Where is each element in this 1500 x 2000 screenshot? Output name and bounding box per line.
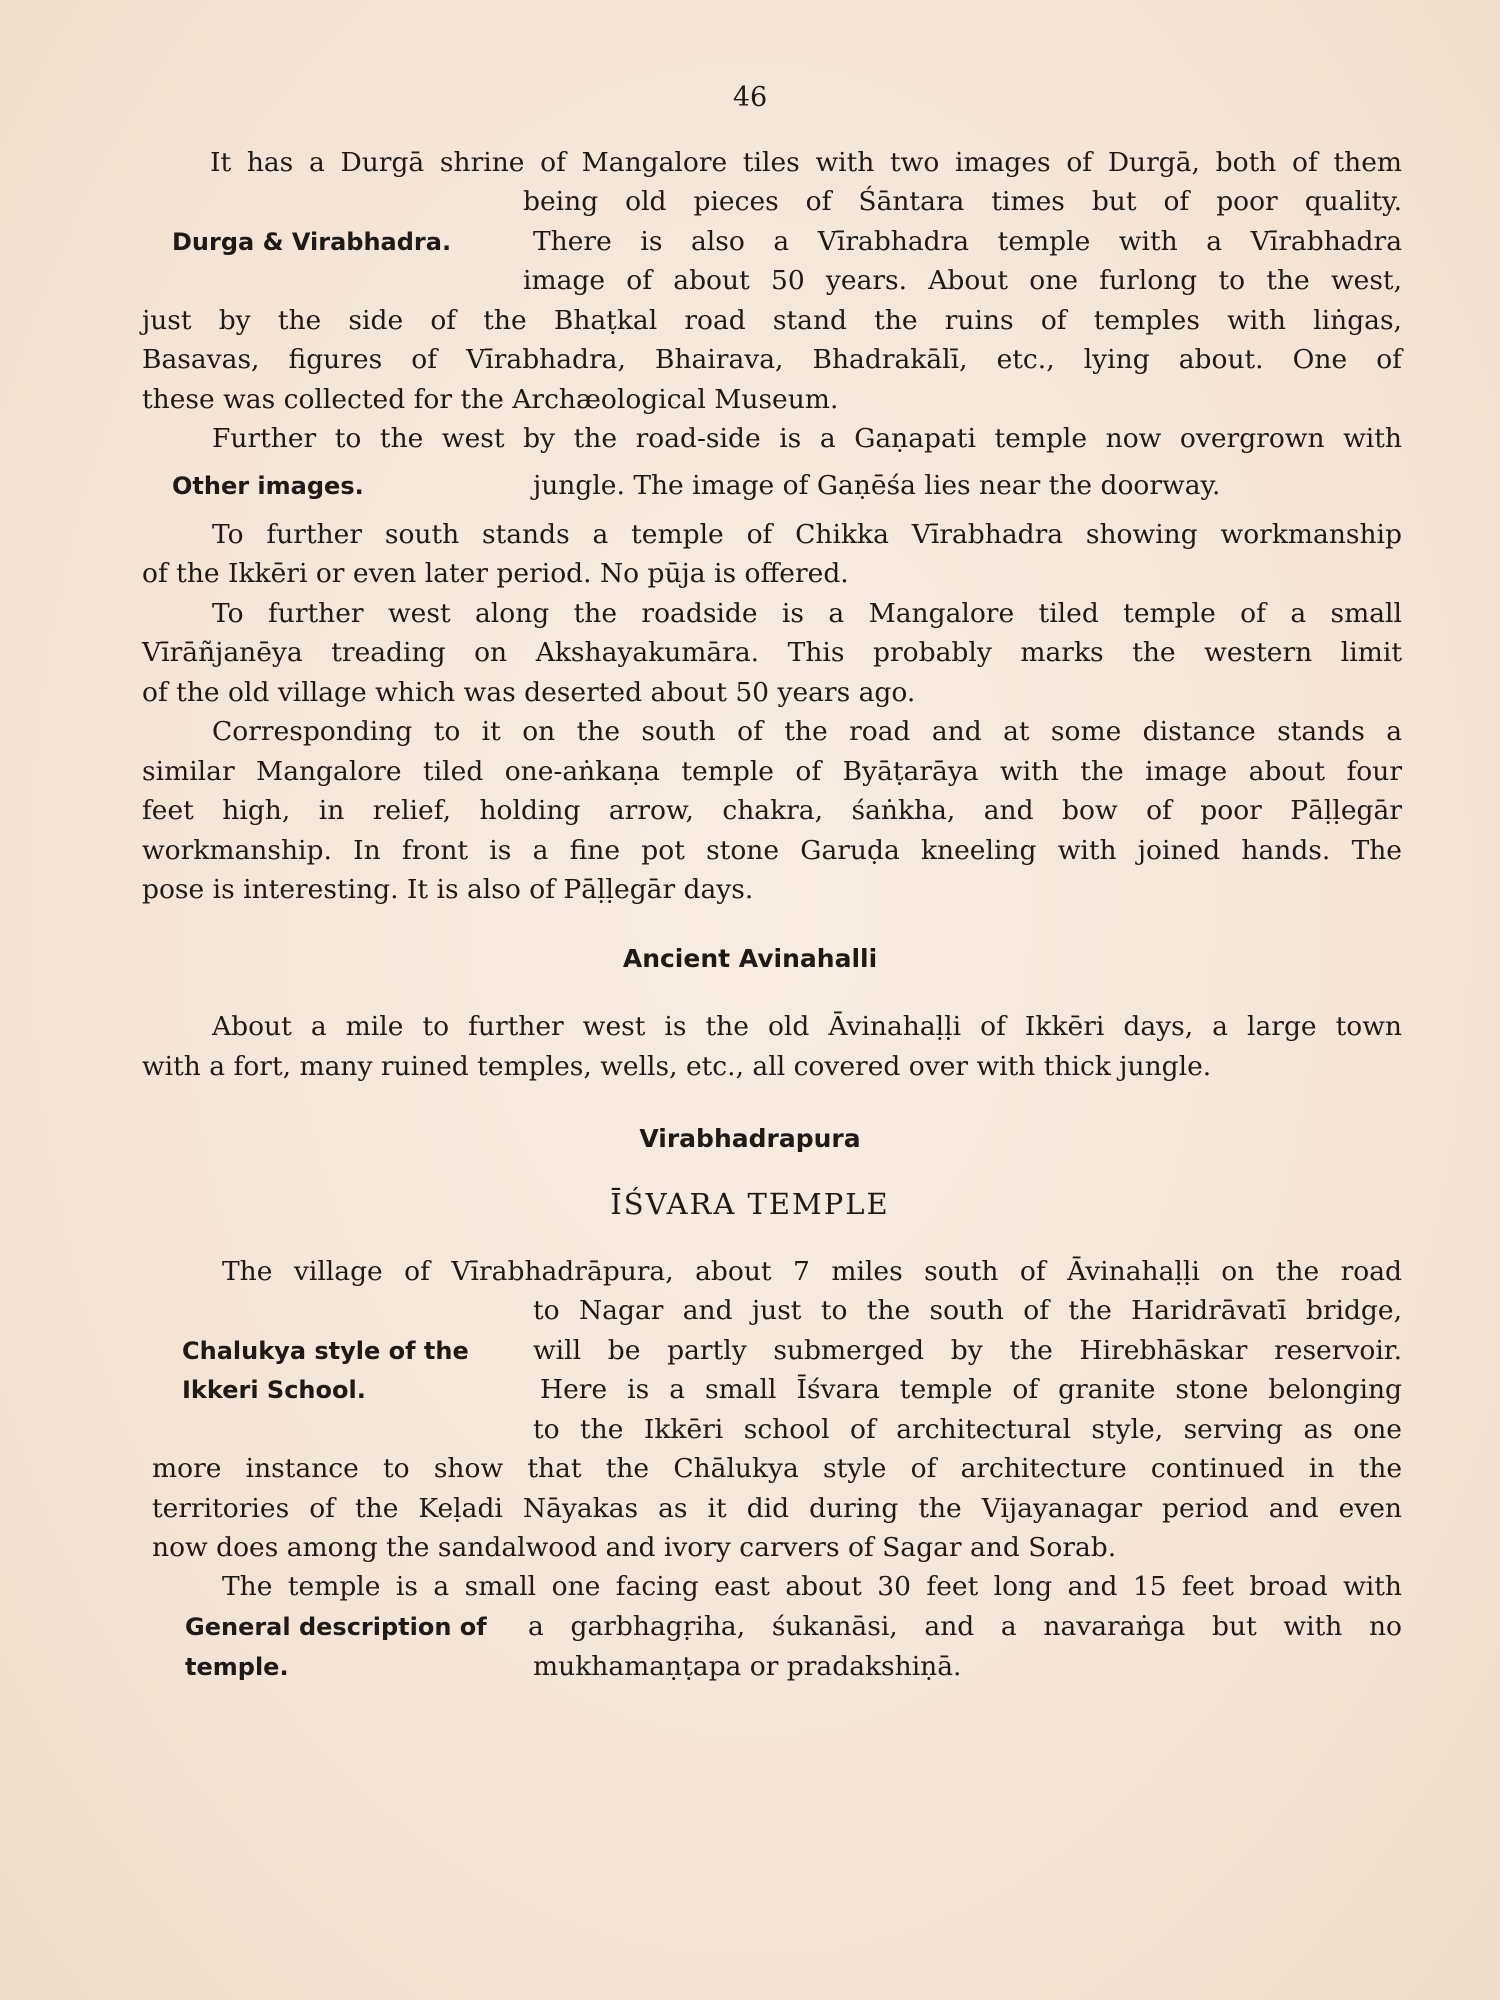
paragraph-line: It has a Durgā shrine of Mangalore tiles with two images of Durgā, both of them <box>210 147 1402 178</box>
paragraph-line: similar Mangalore tiled one-aṅkaṇa temple of Byāṭarāya with the image about four <box>142 756 1402 787</box>
paragraph-line: Here is a small Īśvara temple of granite stone belonging <box>540 1374 1402 1405</box>
section-heading-virabhadrapura: Virabhadrapura <box>639 1124 861 1153</box>
paragraph-line: workmanship. In front is a fine pot stone Garuḍa kneeling with joined hands. The <box>142 835 1402 866</box>
paragraph-line: now does among the sandalwood and ivory carvers of Sagar and Sorab. <box>152 1532 1117 1563</box>
paragraph-line: will be partly submerged by the Hirebhāskar reservoir. <box>533 1335 1402 1366</box>
paragraph-line: of the old village which was deserted about 50 years ago. <box>142 677 916 708</box>
paragraph-line: mukhamaṇṭapa or pradakshiṇā. <box>533 1651 962 1682</box>
paragraph-line: pose is interesting. It is also of Pāḷḷegār days. <box>142 874 754 905</box>
paragraph-line: The village of Vīrabhadrāpura, about 7 miles south of Āvinahaḷḷi on the road <box>222 1256 1402 1287</box>
side-note-other-images: Other images. <box>172 472 364 500</box>
paragraph-line: with a fort, many ruined temples, wells, etc., all covered over with thick jungle. <box>142 1051 1212 1082</box>
side-note-general-description: General description of <box>185 1613 487 1641</box>
paragraph-line: a garbhagṛiha, śukanāsi, and a navaraṅga but with no <box>528 1611 1402 1642</box>
paragraph-line: more instance to show that the Chālukya style of architecture continued in the <box>152 1453 1402 1484</box>
page-number: 46 <box>732 82 768 113</box>
paragraph-line: About a mile to further west is the old Āvinahaḷḷi of Ikkēri days, a large town <box>212 1011 1402 1042</box>
side-note-chalukya-style: Chalukya style of the <box>182 1337 469 1365</box>
paragraph-line: jungle. The image of Gaṇēśa lies near the doorway. <box>533 470 1221 501</box>
paragraph-line: To further south stands a temple of Chikka Vīrabhadra showing workmanship <box>212 519 1402 550</box>
section-heading-isvara-temple: ĪŚVARA TEMPLE <box>610 1187 890 1221</box>
paragraph-line: being old pieces of Śāntara times but of poor quality. <box>523 186 1402 217</box>
side-note-temple: temple. <box>185 1653 289 1681</box>
side-note-durga-virabhadra: Durga & Virabhadra. <box>172 228 452 256</box>
paragraph-line: Basavas, figures of Vīrabhadra, Bhairava, Bhadrakālī, etc., lying about. One of <box>142 344 1402 375</box>
paragraph-line: of the Ikkēri or even later period. No pūja is offered. <box>142 558 849 589</box>
paragraph-line: to Nagar and just to the south of the Haridrāvatī bridge, <box>533 1295 1402 1326</box>
paragraph-line: Vīrāñjanēya treading on Akshayakumāra. This probably marks the western limit <box>142 637 1402 668</box>
paragraph-line: territories of the Keḷadi Nāyakas as it did during the Vijayanagar period and even <box>152 1493 1402 1524</box>
paragraph-line: feet high, in relief, holding arrow, chakra, śaṅkha, and bow of poor Pāḷḷegār <box>142 795 1402 826</box>
paragraph-line: image of about 50 years. About one furlong to the west, <box>523 265 1402 296</box>
paragraph-line: The temple is a small one facing east about 30 feet long and 15 feet broad with <box>222 1571 1402 1602</box>
paragraph-line: Further to the west by the road-side is a Gaṇapati temple now overgrown with <box>212 423 1402 454</box>
paragraph-line: To further west along the roadside is a Mangalore tiled temple of a small <box>212 598 1402 629</box>
paragraph-line: There is also a Vīrabhadra temple with a Vīrabhadra <box>533 226 1402 257</box>
paragraph-line: Corresponding to it on the south of the road and at some distance stands a <box>212 716 1402 747</box>
section-heading-ancient-avinahalli: Ancient Avinahalli <box>622 944 878 973</box>
paragraph-line: these was collected for the Archæological Museum. <box>142 384 839 415</box>
paragraph-line: to the Ikkēri school of architectural style, serving as one <box>533 1414 1402 1445</box>
side-note-ikkeri-school: Ikkeri School. <box>182 1376 366 1404</box>
paragraph-line: just by the side of the Bhaṭkal road stand the ruins of temples with liṅgas, <box>142 305 1402 336</box>
